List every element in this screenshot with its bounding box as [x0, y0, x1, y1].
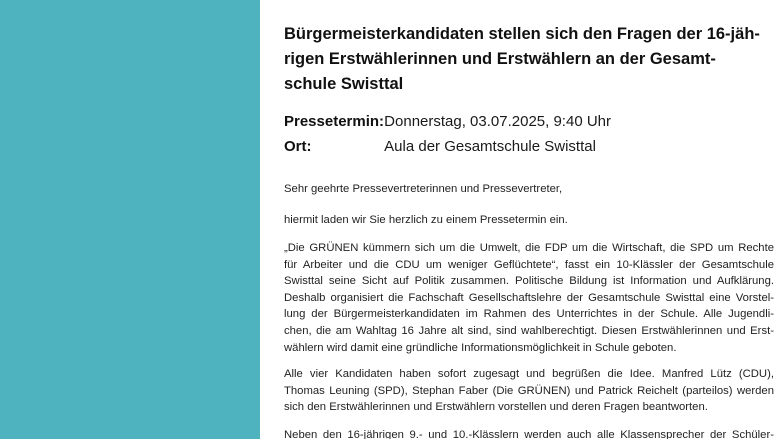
- next-paragraph: [284, 427, 774, 439]
- invitation-text: hiermit laden wir Sie herzlich zu einem Pressetermin ein.: [284, 214, 568, 226]
- quote-line-7: wählern wird damit eine gründliche Informationsmöglichkeit in Schule geboten.: [284, 341, 677, 354]
- quote-line-2: für Arbeiter und die CDU um weniger Geflüchtete“, fasst ein 10-Klässler der Gesamtschule: [284, 258, 774, 271]
- title-line-3: schule Swisttal: [284, 75, 404, 93]
- place-row: [284, 137, 596, 157]
- title-line-2: rigen Erstwählerinnen und Erstwählern an der Gesamt-: [284, 50, 716, 68]
- candidates-line-3: sich den Erstwählerinnen und Erstwählern vorstellen und deren Fragen beantworten.: [284, 401, 708, 414]
- press-release-document: [260, 0, 780, 439]
- next-line-1: Neben den 16-jährigen 9.- und 10.-Klässlern werden auch alle Klassensprecher der Schüler-: [284, 429, 774, 439]
- candidates-line-2: Thomas Leuning (SPD), Stephan Faber (Die GRÜNEN) und Patrick Reichelt (parteilos) werden: [284, 384, 774, 397]
- quote-line-1: „Die GRÜNEN kümmern sich um die Umwelt, die FDP um die Wirtschaft, die SPD um Rechte: [284, 242, 774, 254]
- title-line-1: Bürgermeisterkandidaten stellen sich den Fragen der 16-jäh-: [284, 25, 760, 43]
- quote-line-6: chen, die am Wahltag 16 Jahre alt sind, sind wahlberechtigt. Diesen Erstwählerinnen und Erst-: [284, 324, 774, 337]
- place-label: Ort:: [284, 138, 312, 155]
- quote-line-5: lung der Bürgermeisterkandidaten im Rahmen des Unterrichtes in der Schule. Alle Jugendli-: [284, 308, 774, 321]
- quote-paragraph: [284, 240, 774, 356]
- press-date-label: Pressetermin:: [284, 113, 385, 130]
- teal-side-panel: [0, 0, 260, 439]
- greeting-paragraph: [284, 181, 774, 198]
- quote-line-4: Deshalb organisiert die Fachschaft Gesellschaftslehre der Gesamtschule Swisttal eine Vorstel-: [284, 291, 774, 304]
- press-date-value: Donnerstag, 03.07.2025, 9:40 Uhr: [384, 113, 611, 130]
- quote-line-3: Swisttal seine Sicht auf Politik zusammen. Politische Bildung ist Information und Aufklärung.: [284, 275, 774, 288]
- greeting-text: Sehr geehrte Pressevertreterinnen und Pressevertreter,: [284, 183, 563, 195]
- press-date-row: [284, 112, 611, 132]
- invitation-paragraph: [284, 212, 774, 229]
- candidates-line-1: Alle vier Kandidaten haben sofort zugesagt und begrüßen die Idee. Manfred Lütz (CDU),: [284, 368, 774, 380]
- place-value: Aula der Gesamtschule Swisttal: [384, 138, 596, 155]
- candidates-paragraph: [284, 366, 774, 416]
- document-title: [284, 22, 774, 97]
